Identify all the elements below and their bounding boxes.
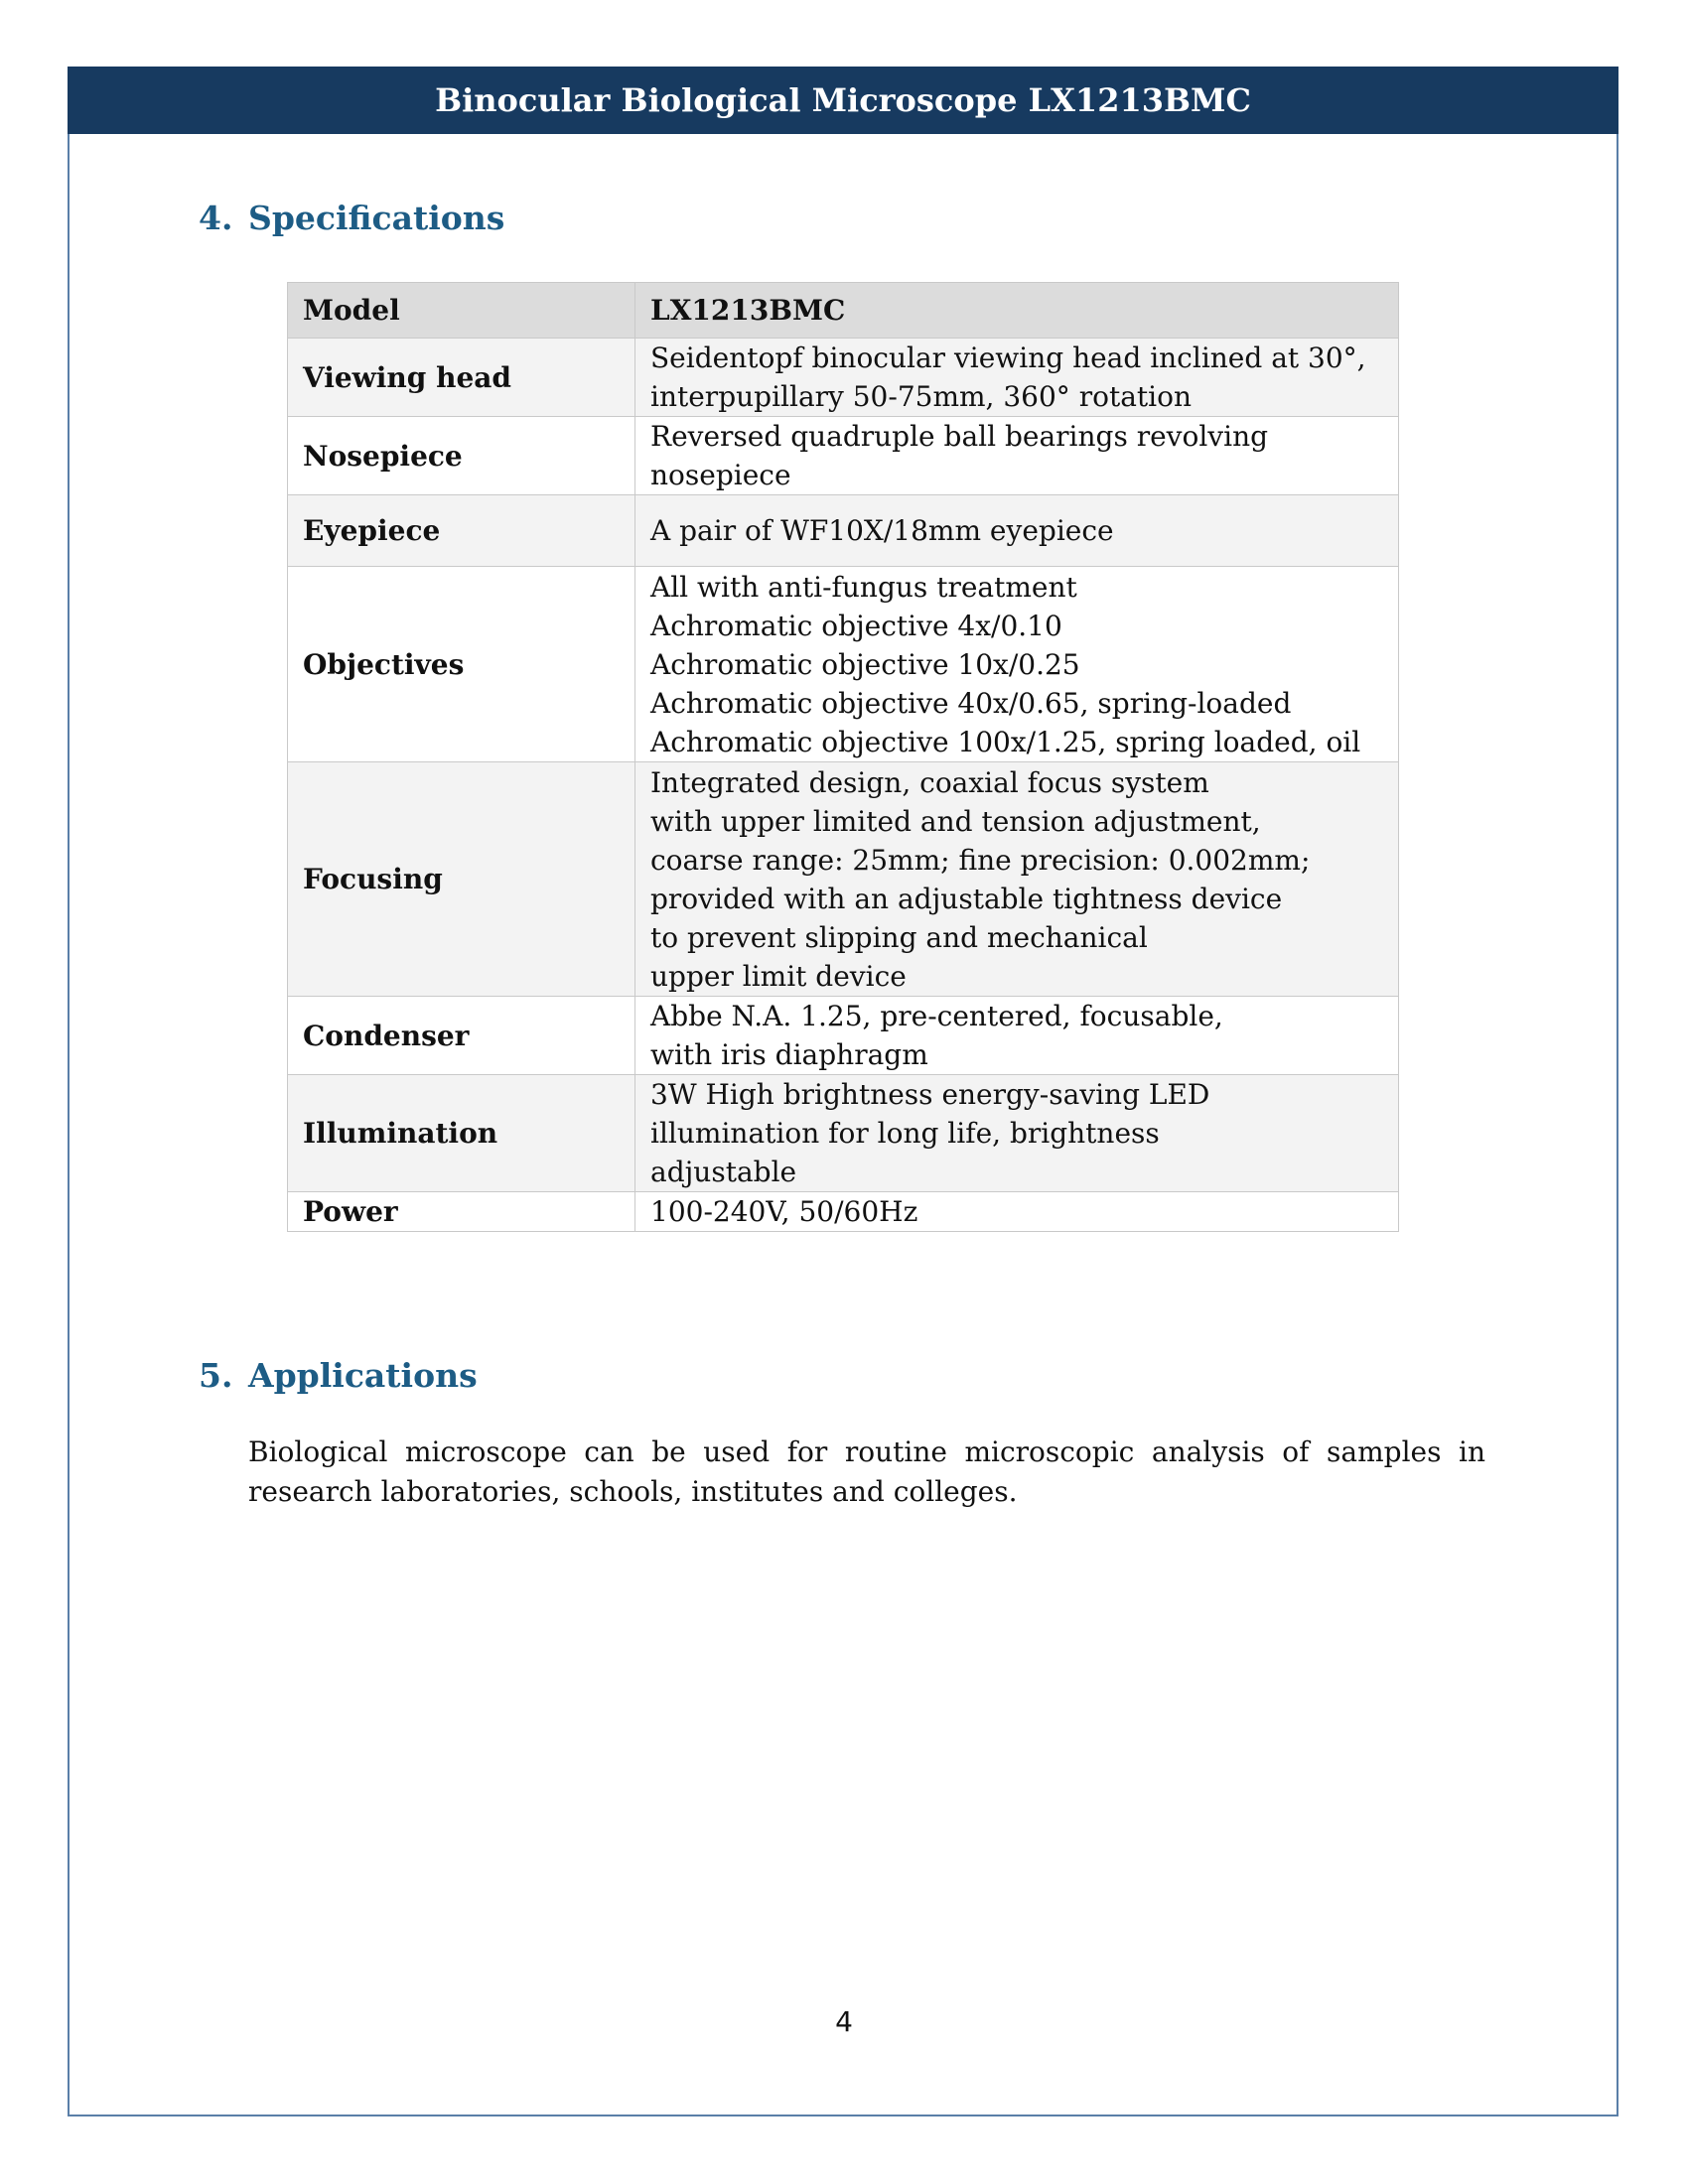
- document-title: Binocular Biological Microscope LX1213BMC: [435, 81, 1251, 119]
- table-row: [288, 417, 1399, 495]
- spec-value: 100-240V, 50/60Hz: [635, 1192, 1399, 1232]
- spec-label: Objectives: [288, 567, 635, 762]
- section-title: Applications: [248, 1356, 478, 1395]
- table-row: [288, 495, 1399, 567]
- spec-label: Focusing: [288, 762, 635, 997]
- spec-label: Power: [288, 1192, 635, 1232]
- spec-label: Viewing head: [288, 339, 635, 417]
- spec-value: 3W High brightness energy-saving LED illumination for long life, brightness adjustable: [635, 1075, 1399, 1192]
- table-row: [288, 997, 1399, 1075]
- section-number: 5.: [199, 1356, 233, 1395]
- spec-value: Seidentopf binocular viewing head inclined at 30°, interpupillary 50-75mm, 360° rotation: [635, 339, 1399, 417]
- applications-paragraph: Biological microscope can be used for routine microscopic analysis of samples in research laboratories, schools, institutes and colleges.: [248, 1435, 1485, 1508]
- spec-label: Illumination: [288, 1075, 635, 1192]
- spec-label: Condenser: [288, 997, 635, 1075]
- spec-value: LX1213BMC: [635, 283, 1399, 339]
- specifications-table: [287, 282, 1399, 1232]
- spec-value: Reversed quadruple ball bearings revolving nosepiece: [635, 417, 1399, 495]
- spec-value: Integrated design, coaxial focus system with upper limited and tension adjustment, coarse range: 25mm; fine precision: 0.002mm; provided with an adjustable tightness device to prevent slipping and mechanical upper limit device: [635, 762, 1399, 997]
- table-row: [288, 1075, 1399, 1192]
- section-number: 4.: [199, 199, 233, 237]
- table-row: [288, 339, 1399, 417]
- spec-value: All with anti-fungus treatment Achromatic objective 4x/0.10 Achromatic objective 10x/0.25 Achromatic objective 40x/0.65, spring-loaded Achromatic objective 100x/1.25, spring loaded, oil: [635, 567, 1399, 762]
- spec-value: Abbe N.A. 1.25, pre-centered, focusable, with iris diaphragm: [635, 997, 1399, 1075]
- page-number: 4: [835, 2005, 853, 2038]
- table-row: [288, 567, 1399, 762]
- section-title: Specifications: [248, 199, 505, 237]
- table-row: [288, 762, 1399, 997]
- document-header: [68, 67, 1618, 134]
- spec-label: Model: [288, 283, 635, 339]
- table-row: [288, 283, 1399, 339]
- spec-value: A pair of WF10X/18mm eyepiece: [635, 495, 1399, 567]
- spec-label: Eyepiece: [288, 495, 635, 567]
- specifications-heading: [199, 199, 504, 237]
- applications-heading: [199, 1356, 478, 1395]
- spec-label: Nosepiece: [288, 417, 635, 495]
- table-row: [288, 1192, 1399, 1232]
